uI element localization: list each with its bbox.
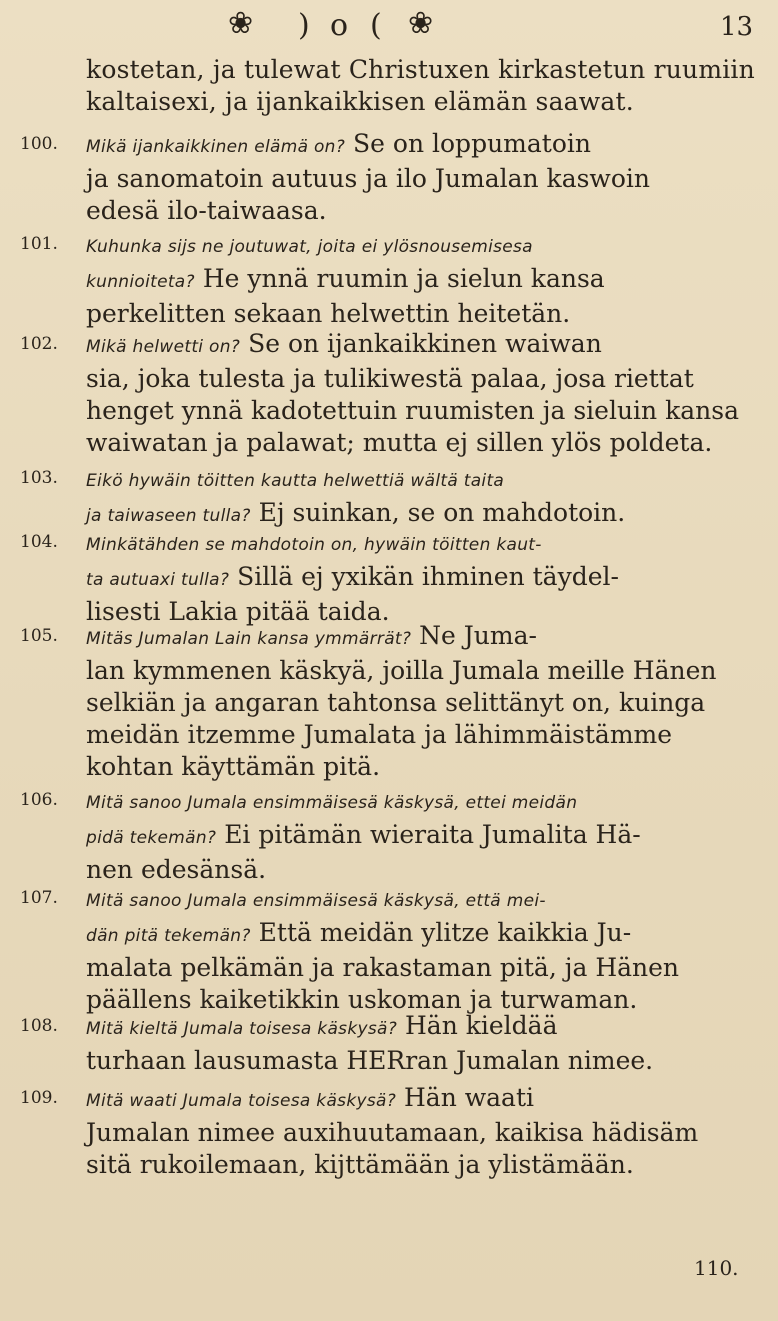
answer-line: sia, joka tulesta ja tulikiwestä palaa, josa riettat (86, 364, 694, 393)
answer: Se on loppumatoin (353, 129, 591, 158)
question: Mikä helwetti on? (86, 337, 241, 357)
answer-line: henget ynnä kadotettuin ruumisten ja sieluin kansa (86, 396, 739, 425)
header-paren-open: ) (298, 8, 310, 43)
answer-line: meidän itzemme Jumalata ja lähimmäistämme (86, 720, 673, 749)
answer-line: waiwatan ja palawat; mutta ej sillen ylös poldeta. (86, 428, 713, 457)
answer-line: malata pelkämän ja rakastaman pitä, ja Hänen (86, 953, 680, 982)
answer-line: päällens kaiketikkin uskoman ja turwaman. (86, 985, 638, 1014)
item-number: 107. (20, 888, 58, 908)
answer: Ne Juma- (419, 621, 537, 650)
item-number: 109. (20, 1088, 58, 1108)
question-line: kunnioiteta? (86, 272, 195, 292)
answer-line: lan kymmenen käskyä, joilla Jumala meille Hänen (86, 656, 717, 685)
page-header (0, 6, 778, 48)
intro-line: kaltaisexi, ja ijankaikkisen elämän saawat. (86, 87, 634, 116)
answer-line: ja sanomatoin autuus ja ilo Jumalan kaswoin (86, 164, 650, 193)
answer-line: nen edesänsä. (86, 855, 267, 884)
answer: He ynnä ruumin ja sielun kansa (202, 264, 605, 293)
question-line: dän pitä tekemän? (86, 926, 251, 946)
answer-line: turhaan lausumasta HERran Jumalan nimee. (86, 1046, 654, 1075)
question: Mitä waati Jumala toisesa käskysä? (86, 1091, 397, 1111)
question-line: ja taiwaseen tulla? (86, 506, 251, 526)
question: Kuhunka sijs ne joutuwat, joita ei ylösnousemisesa (86, 237, 533, 257)
question-line: pidä tekemän? (86, 828, 217, 848)
answer: Se on ijankaikkinen waiwan (248, 329, 602, 358)
item-number: 108. (20, 1016, 58, 1036)
question: Minkätähden se mahdotoin on, hywäin töitten kaut- (86, 535, 542, 555)
catchword: 110. (694, 1256, 739, 1280)
answer: Että meidän ylitze kaikkia Ju- (258, 918, 632, 947)
answer: Ei pitämän wieraita Jumalita Hä- (224, 820, 641, 849)
answer-line: kohtan käyttämän pitä. (86, 752, 381, 781)
ornament-left-icon: ❀ (228, 6, 254, 41)
answer-line: perkelitten sekaan helwettin heitetän. (86, 299, 571, 328)
item-number: 104. (20, 532, 58, 552)
header-letter: o (330, 8, 349, 43)
item-number: 105. (20, 626, 58, 646)
item-number: 101. (20, 234, 58, 254)
item-number: 100. (20, 134, 58, 154)
intro-line: kostetan, ja tulewat Christuxen kirkastetun ruumiin (86, 55, 755, 84)
answer-line: selkiän ja angaran tahtonsa selittänyt on, kuinga (86, 688, 706, 717)
question: Mikä ijankaikkinen elämä on? (86, 137, 346, 157)
item-number: 103. (20, 468, 58, 488)
item-number: 106. (20, 790, 58, 810)
question: Mitä sanoo Jumala ensimmäisesä käskysä, ettei meidän (86, 793, 578, 813)
question: Eikö hywäin töitten kautta helwettiä wältä taita (86, 471, 505, 491)
answer-line: lisesti Lakia pitää taida. (86, 597, 390, 626)
question: Mitä sanoo Jumala ensimmäisesä käskysä, että mei- (86, 891, 546, 911)
answer-line: sitä rukoilemaan, kijttämään ja ylistämään. (86, 1150, 634, 1179)
question: Mitä kieltä Jumala toisesa käskysä? (86, 1019, 398, 1039)
ornament-right-icon: ❀ (408, 6, 434, 41)
answer: Ej suinkan, se on mahdotoin. (258, 498, 626, 527)
answer: Sillä ej yxikän ihminen täydel- (237, 562, 619, 591)
question: Mitäs Jumalan Lain kansa ymmärrät? (86, 629, 412, 649)
item-number: 102. (20, 334, 58, 354)
answer-line: edesä ilo-taiwaasa. (86, 196, 327, 225)
answer: Hän kieldää (404, 1011, 558, 1040)
intro-paragraph (86, 54, 762, 118)
answer-line: Jumalan nimee auxihuutamaan, kaikisa hädisäm (86, 1118, 699, 1147)
answer: Hän waati (403, 1083, 534, 1112)
page-number: 13 (720, 12, 754, 42)
header-paren-close: ( (370, 8, 382, 43)
question-line: ta autuaxi tulla? (86, 570, 230, 590)
